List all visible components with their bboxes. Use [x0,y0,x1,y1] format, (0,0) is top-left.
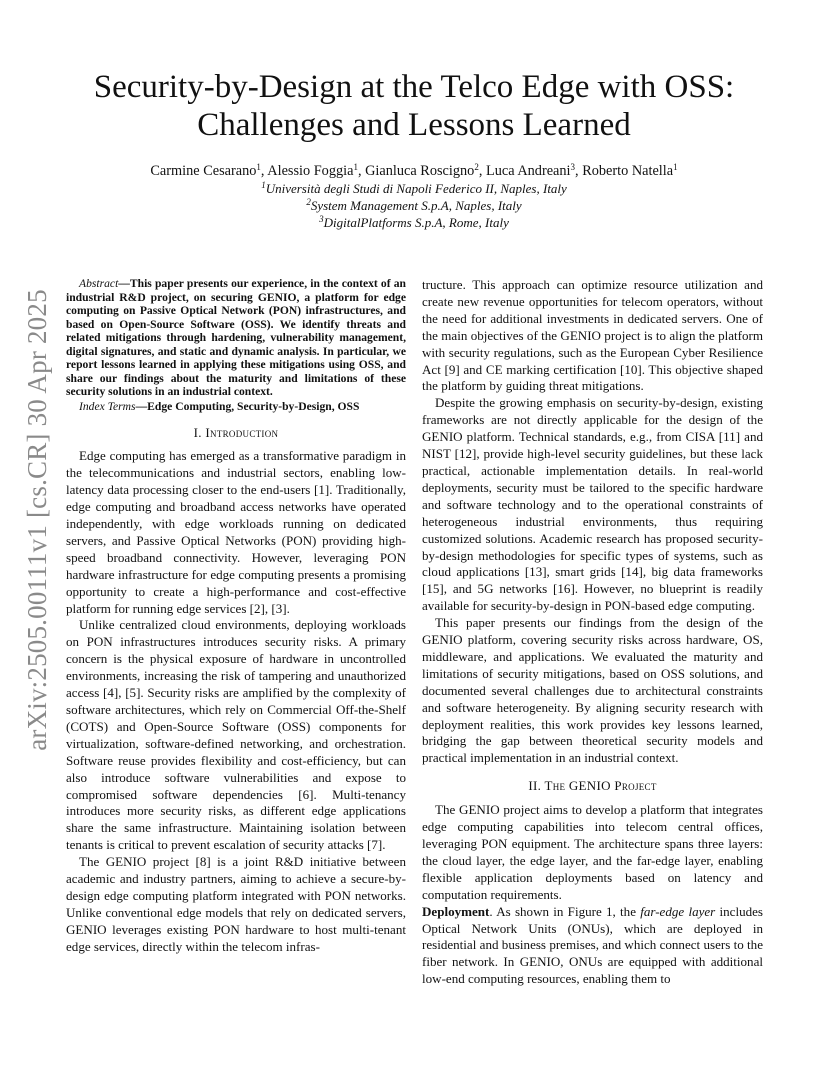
deployment-paragraph [422,904,763,989]
deployment-emphasis: far-edge layer [640,903,716,919]
abstract [66,277,406,399]
affiliation-number: 1 [261,180,266,190]
affiliation-number: 2 [306,197,311,207]
affiliation-mark: 1 [673,162,678,172]
index-terms-label: Index Terms [79,399,136,413]
deployment-label: Deployment [422,903,490,919]
author-list: Carmine Cesarano$^1$, Alessio Foggia$^1$, Gianluca Roscigno$^2$, Luca Andreani$^3$, Roberto Natella$^1$ [150,162,678,179]
affiliation-mark: 3 [570,162,576,172]
deployment-text-a: . As shown in Figure 1, the [489,903,641,919]
title-line-1: Security-by-Design at the Telco Edge with OSS: [93,69,735,105]
affiliation-text: DigitalPlatforms S.p.A, Rome, Italy [323,215,509,230]
author-name: Luca Andreani [485,163,571,179]
affiliation-2 [60,197,768,214]
arxiv-identifier-text: arXiv:2505.00111v1 [cs.CR] 30 Apr 2025 [22,289,53,751]
author-name: Carmine Cesarano [150,163,257,179]
affiliation-1 [60,180,768,197]
affiliation-number: 3 [319,214,324,224]
intro-paragraph-4: Despite the growing emphasis on security-by-design, existing frameworks are not directly applicable for the design of the GENIO platform. Technical standards, e.g., from CISA [11] and NIST [12], provide high-level security guidelines, but these lack practical, actionable implementation details. In real-world deployments, security must be tailored to the specific hardware and software technology and to the operational constraints of heterogeneous industrial environments, thus requiring customized solutions. Academic research has proposed security-by-design methodologies for specific types of systems, such as cloud applications [13], smart grids [14], big data frameworks [15], and 5G networks [16]. However, no blueprint is readily available for security-by-design in PON-based edge computing. [422,395,763,614]
deployment-text-b: includes Optical Network Units (ONUs), which are deployed in residential and business premises, and which connect users to the fiber network. In GENIO, ONUs are equipped with additional low-end computing resources, enabling them to [422,903,763,987]
author-name: Roberto Natella [582,163,674,179]
right-column [422,277,763,988]
intro-paragraph-2: Unlike centralized cloud environments, deploying workloads on PON infrastructures introduces security risks. A primary concern is the physical exposure of hardware in uncontrolled environments, increasing the risk of tampering and unauthorized access [4], [5]. Security risks are amplified by the complexity of software architectures, which rely on Commercial Off-the-Shelf (COTS) and Open-Source Software (OSS) components for virtualization, software-defined networking, and orchestration. Software reuse provides flexibility and cost-efficiency, but can also introduce software vulnerabilities and expose to compromised software dependencies [6]. Multi-tenancy introduces more security risks, as different edge applications share the same infrastructure. Maintaining isolation between tenants is critical to prevent escalation of security attacks [7]. [66,617,406,853]
section-heading-genio-project: II. The GENIO Project [528,778,657,794]
author-name: Alessio Foggia [267,163,354,179]
abstract-label: Abstract [79,277,119,290]
intro-paragraph-3-continued: tructure. This approach can optimize resource utilization and create new revenue opportunities for telecom operators, without the need for additional investments in dedicated servers. One of the main objectives of the GENIO project is to align the platform with security regulations, such as the European Cyber Resilience Act [9] and CE marking certification [10]. This objective shaped the platform by guiding threat mitigations. [422,277,763,394]
paper-title [60,68,768,144]
index-terms-text: —Edge Computing, Security-by-Design, OSS [135,399,360,413]
title-line-2: Challenges and Lessons Learned [197,107,631,143]
abstract-text: —This paper presents our experience, in the context of an industrial R&D project, on securing GENIO, a platform for edge computing on Passive Optical Network (PON) infrastructures, and based on Open-Source Software (OSS). We identify threats and related mitigations through hardening, vulnerability management, digital signatures, and static and dynamic analysis. In particular, we report lessons learned in applying these mitigations using OSS, and share our findings about the maturity and limitations of these security solutions in an industrial context. [66,277,406,398]
genio-paragraph-1: The GENIO project aims to develop a platform that integrates edge computing capabilities into telecom central offices, leveraging PON equipment. The architecture spans three layers: the cloud layer, the edge layer, and the far-edge layer, enabling flexible application deployments based on latency and computation requirements. [422,802,763,902]
author-name: Gianluca Roscigno [365,163,475,179]
left-column [66,277,406,956]
affiliation-3 [60,214,768,231]
index-terms [66,400,406,414]
intro-paragraph-3: The GENIO project [8] is a joint R&D initiative between academic and industry partners, aiming to achieve a secure-by-design edge computing platform integrated with PON networks. Unlike conventional edge models that rely on dedicated servers, GENIO leverages existing PON hardware to host multi-tenant edge services, directly within the telecom infras- [66,854,406,954]
section-heading-introduction: I. Introduction [193,424,279,440]
intro-paragraph-5: This paper presents our findings from the design of the GENIO platform, covering security risks across hardware, OS, middleware, and applications. We evaluated the maturity and limitations of security mitigations, based on OSS solutions, and documented several challenges due to architectural constraints and software heterogeneity. By aligning security research with deployment realities, this work provides key lessons learned, bridging the gap between theoretical security models and practical implementation in an industrial context. [422,615,763,766]
affiliation-text: System Management S.p.A, Naples, Italy [310,198,522,213]
affiliation-text: Università degli Studi di Napoli Federico II, Naples, Italy [265,181,567,196]
intro-paragraph-1: Edge computing has emerged as a transformative paradigm in the telecommunications and industrial sectors, enabling low-latency data processing closer to the end-users [1]. Traditionally, edge computing and broadband access networks have operated independently, with edge workloads running on dedicated servers, and Passive Optical Networks (PON) providing high-speed broadband connectivity. However, leveraging PON hardware infrastructure for edge computing presents a promising opportunity to create a high-performance and cost-effective platform for running edge services [2], [3]. [66,448,406,616]
affiliation-mark: 1 [256,162,261,172]
affiliation-mark: 1 [353,162,358,172]
affiliation-mark: 2 [474,162,479,172]
arxiv-identifier-stamp [22,285,52,755]
